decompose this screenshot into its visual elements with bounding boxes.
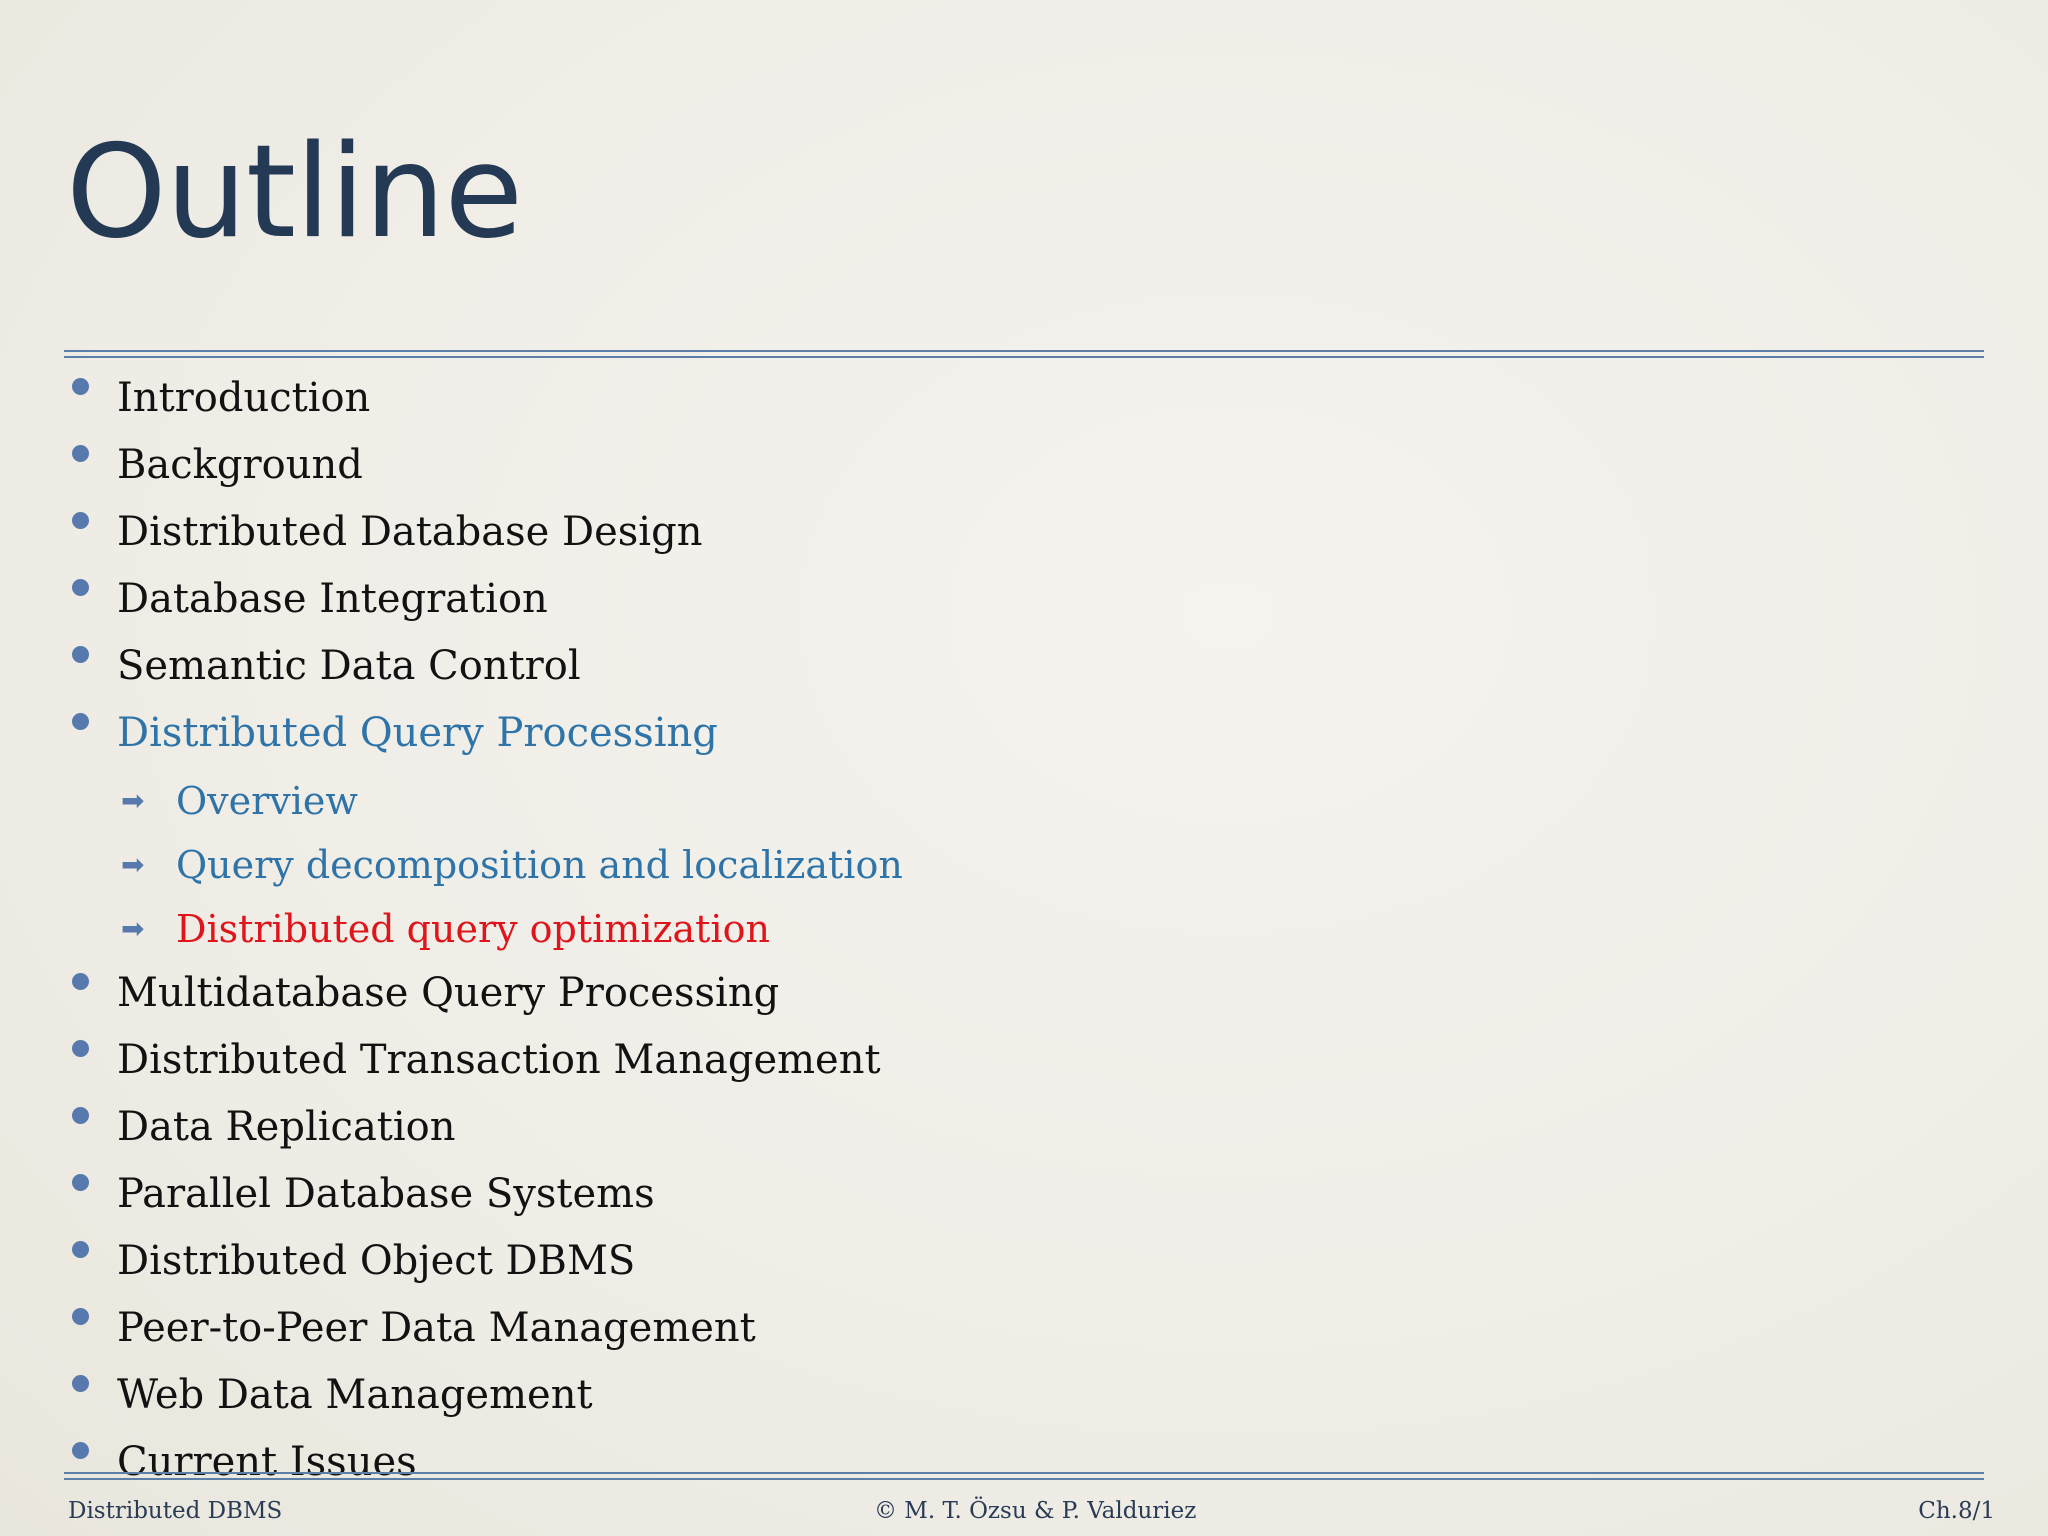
bullet-dot-icon: [72, 1040, 89, 1057]
bullet-dot-icon: [72, 512, 89, 529]
footer-divider: [64, 1472, 1984, 1474]
bullet-dot-icon: [72, 1308, 89, 1325]
outline-item-data-replication: Data Replication: [117, 1104, 456, 1150]
bullet-dot-icon: [72, 378, 89, 395]
bullet-dot-icon: [72, 579, 89, 596]
outline-item-database-integration: Database Integration: [117, 576, 548, 622]
footer-page-number: Ch.8/1: [1918, 1498, 1995, 1524]
bullet-dot-icon: [72, 713, 89, 730]
right-arrow-icon: ➡: [121, 912, 145, 945]
outline-subitem-overview: Overview: [176, 779, 358, 823]
outline-item-parallel-database-systems: Parallel Database Systems: [117, 1171, 655, 1217]
title-divider: [64, 350, 1984, 352]
bullet-dot-icon: [72, 1174, 89, 1191]
bullet-dot-icon: [72, 1241, 89, 1258]
right-arrow-icon: ➡: [121, 784, 145, 817]
bullet-dot-icon: [72, 646, 89, 663]
bullet-dot-icon: [72, 1107, 89, 1124]
bullet-dot-icon: [72, 1375, 89, 1392]
outline-item-current-issues: Current Issues: [117, 1439, 417, 1485]
bullet-dot-icon: [72, 1442, 89, 1459]
bullet-dot-icon: [72, 445, 89, 462]
outline-subitem-distributed-query-optimization: Distributed query optimization: [176, 907, 770, 951]
outline-item-distributed-query-processing: Distributed Query Processing: [117, 710, 718, 756]
footer-course-name: Distributed DBMS: [68, 1498, 283, 1524]
bullet-dot-icon: [72, 973, 89, 990]
outline-item-peer-to-peer-data-management: Peer-to-Peer Data Management: [117, 1305, 756, 1351]
outline-item-distributed-database-design: Distributed Database Design: [117, 509, 703, 555]
outline-item-background: Background: [117, 442, 363, 488]
outline-item-introduction: Introduction: [117, 375, 371, 421]
outline-item-semantic-data-control: Semantic Data Control: [117, 643, 581, 689]
right-arrow-icon: ➡: [121, 848, 145, 881]
outline-item-multidatabase-query-processing: Multidatabase Query Processing: [117, 970, 780, 1016]
outline-item-distributed-transaction-management: Distributed Transaction Management: [117, 1037, 881, 1083]
footer-copyright: © M. T. Özsu & P. Valduriez: [874, 1498, 1197, 1524]
slide-title: Outline: [66, 118, 523, 267]
outline-item-web-data-management: Web Data Management: [117, 1372, 593, 1418]
outline-item-distributed-object-dbms: Distributed Object DBMS: [117, 1238, 636, 1284]
outline-subitem-query-decomposition: Query decomposition and localization: [176, 843, 903, 887]
